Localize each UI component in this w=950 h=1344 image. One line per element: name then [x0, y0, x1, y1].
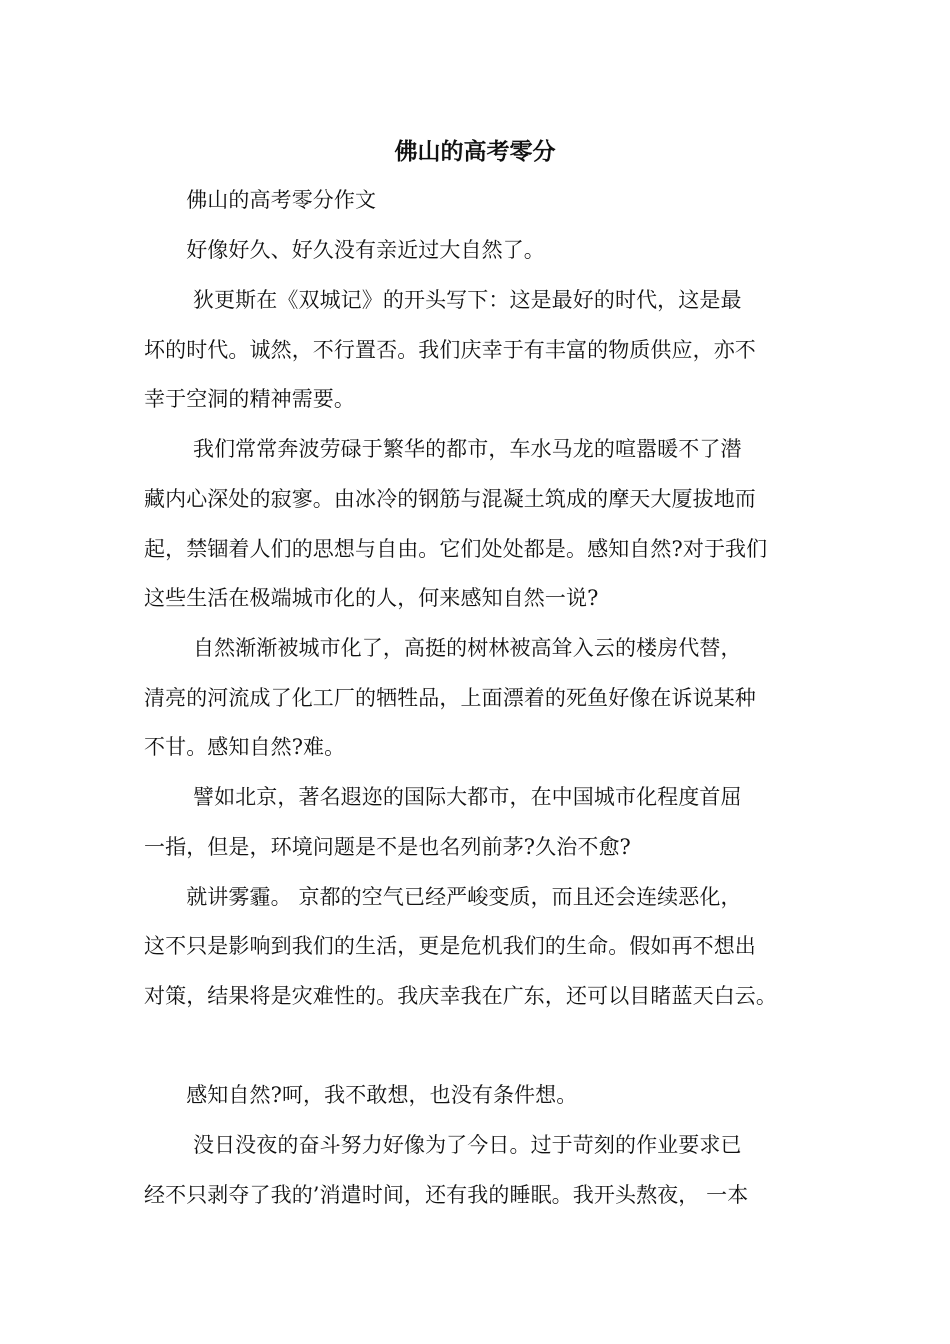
text-line: 狄更斯在《双城记》的开头写下：这是最好的时代，这是最	[144, 288, 742, 312]
text-line: 幸于空洞的精神需要。	[144, 387, 355, 411]
text-line: 不甘。感知自然?难。	[144, 735, 346, 759]
text-line: 没日没夜的奋斗努力好像为了今日。过于苛刻的作业要求已	[144, 1133, 742, 1157]
text-line: 好像好久、好久没有亲近过大自然了。	[144, 238, 545, 262]
text-line: 一指，但是，环境问题是不是也名列前茅?久治不愈?	[144, 835, 631, 859]
text-line: 对策，结果将是灾难性的。我庆幸我在广东，还可以目睹蓝天白云。	[144, 984, 777, 1008]
text-line: 感知自然?呵，我不敢想，也没有条件想。	[144, 1083, 578, 1107]
text-line: 就讲雾霾。 京都的空气已经严峻变质，而且还会连续恶化，	[144, 885, 742, 909]
text-line: 譬如北京，著名遐迩的国际大都市，在中国城市化程度首屈	[144, 785, 742, 809]
text-line: 清亮的河流成了化工厂的牺牲品，上面漂着的死鱼好像在诉说某种	[144, 686, 756, 710]
text-line: 藏内心深处的寂寥。由冰冷的钢筋与混凝土筑成的摩天大厦拔地而	[144, 487, 756, 511]
text-line: 这不只是影响到我们的生活，更是危机我们的生命。假如再不想出	[144, 934, 756, 958]
text-line: 坏的时代。诚然，不行置否。我们庆幸于有丰富的物质供应，亦不	[144, 338, 756, 362]
text-line: 自然渐渐被城市化了，高挺的树林被高耸入云的楼房代替，	[144, 636, 742, 660]
text-line: 经不只剥夺了我的’消遣时间，还有我的睡眠。我开头熬夜， 一本	[144, 1183, 749, 1207]
text-line: 我们常常奔波劳碌于繁华的都市，车水马龙的喧嚣暖不了潜	[144, 437, 742, 461]
text-line: 佛山的高考零分作文	[144, 188, 377, 212]
text-line: 这些生活在极端城市化的人，何来感知自然一说?	[144, 586, 599, 610]
document-title: 佛山的高考零分	[394, 138, 556, 165]
text-line: 起，禁锢着人们的思想与自由。它们处处都是。感知自然?对于我们	[144, 537, 768, 561]
